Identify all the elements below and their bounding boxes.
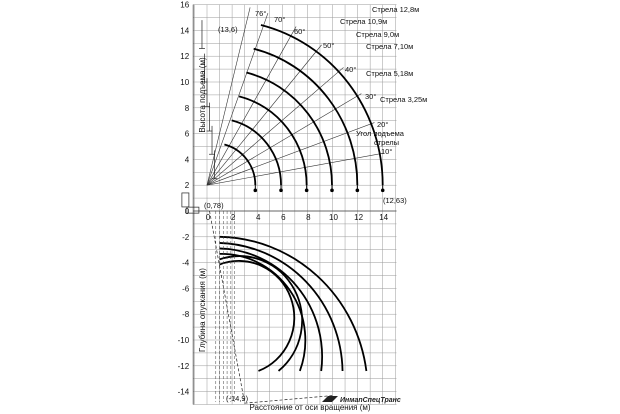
y-tick-label: 6 (184, 129, 190, 139)
lower-range-arcs (220, 237, 367, 371)
x-tick-label: 8 (306, 213, 311, 222)
angle-label: 20° (377, 120, 389, 129)
y-tick-label: -2 (182, 232, 190, 242)
y-tick-label: 4 (184, 155, 190, 165)
lower-boundary-line (210, 211, 334, 403)
annotation-right: (12,63) (383, 196, 407, 205)
boom-label: Стрела 3,25м (380, 95, 428, 104)
annotation-bottom-left: (-14,9) (226, 394, 249, 403)
angle-label: 70° (274, 15, 286, 24)
y-tick-label: 0 (184, 207, 190, 216)
boom-label: Стрела 9,0м (356, 30, 400, 39)
x-tick-label: 6 (281, 213, 286, 222)
y-tick-label: -4 (182, 258, 190, 268)
angle-label: 76° (255, 9, 267, 18)
y-tick-label: -12 (177, 361, 190, 371)
annotation-top-left: (13,6) (218, 25, 238, 34)
y-axis-title-bottom: Глубина опускания (м) (198, 268, 207, 352)
y-tick-label: 12 (180, 52, 190, 62)
upper-arc (261, 25, 383, 185)
upper-arc (246, 73, 332, 186)
upper-range-arcs (224, 25, 384, 192)
crane-mast (182, 193, 189, 207)
annotation-pivot-offset: (0,78) (204, 201, 224, 210)
y-tick-label: -14 (177, 387, 190, 397)
y-tick-label: -10 (177, 336, 190, 345)
y-tick-label: 2 (184, 181, 190, 191)
x-tick-label: 2 (230, 213, 236, 222)
y-tick-label: 16 (180, 0, 190, 10)
angle-caption-line-1: Угол подъема (356, 129, 404, 138)
angle-caption-line-2: стрелы (374, 138, 400, 147)
angle-line (207, 27, 296, 186)
y-tick-labels (178, 1, 190, 397)
angle-label: 30° (365, 92, 377, 101)
angle-label: 60° (294, 27, 306, 36)
y-tick-label: 10 (180, 78, 190, 87)
company-logo-text: ИнмanСпецТранс (340, 397, 401, 404)
angle-label: 10° (381, 147, 393, 156)
x-tick-label: 12 (354, 213, 364, 222)
y-tick-label: 8 (184, 103, 190, 113)
angle-label: 50° (323, 41, 335, 50)
boom-label: Стрела 5,18м (366, 69, 414, 78)
x-tick-label: 14 (379, 213, 389, 222)
lower-arc (220, 254, 306, 371)
x-tick-labels (206, 213, 389, 222)
angle-label: 40° (345, 65, 357, 74)
x-axis-title: Расстояние от оси вращения (м) (249, 403, 371, 412)
y-tick-label: -8 (182, 310, 190, 320)
boom-label: Стрела 7,10м (366, 42, 414, 51)
x-tick-label: 4 (255, 213, 261, 222)
x-tick-label: 10 (329, 213, 338, 222)
y-tick-label: -6 (182, 284, 190, 294)
lower-arc (220, 243, 343, 371)
boom-label: Стрела 10,9м (340, 17, 388, 26)
y-tick-label: 14 (180, 26, 190, 36)
y-axis-title-top: Высота подъема (м) (198, 57, 207, 133)
x-tick-label: 0 (205, 213, 211, 222)
boom-label: Стрела 12,8м (372, 5, 420, 14)
